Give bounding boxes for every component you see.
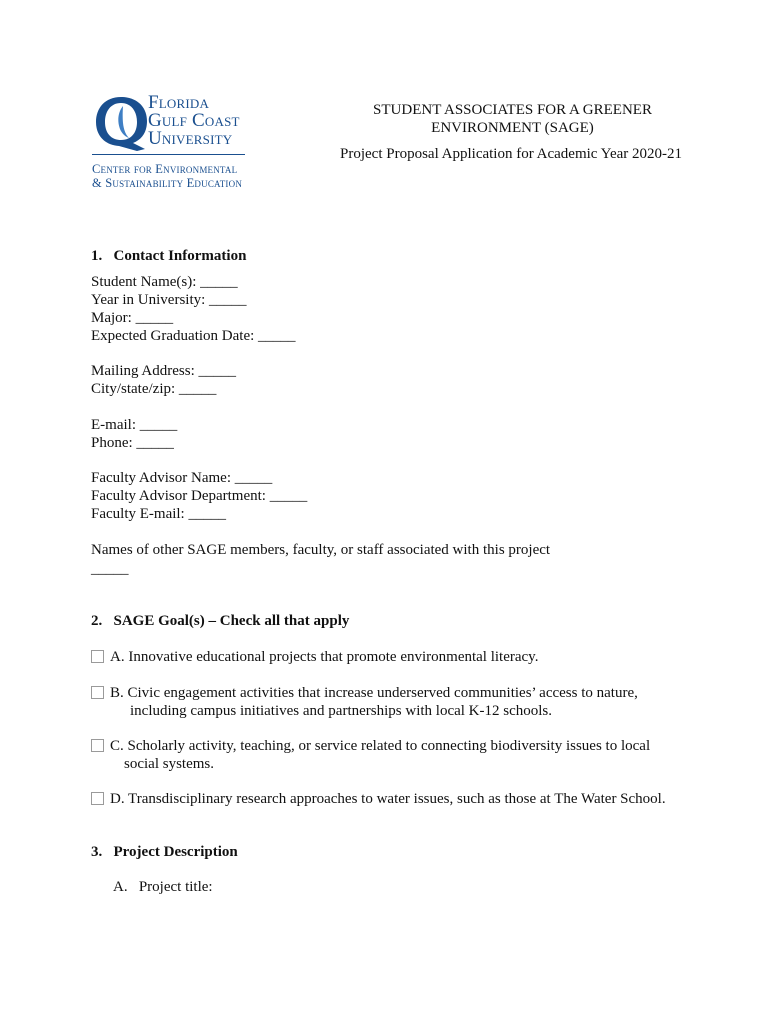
section2-heading: 2. SAGE Goal(s) – Check all that apply <box>91 613 350 629</box>
project-title-field[interactable]: A. Project title: <box>113 879 213 895</box>
section1-heading: 1. Contact Information <box>91 248 247 264</box>
major-field[interactable]: Major: _____ <box>91 310 174 326</box>
goal-c-checkbox[interactable] <box>91 739 104 752</box>
logo-line-gulf-coast: Gulf Coast <box>148 110 240 131</box>
fgcu-logo <box>90 92 255 192</box>
goal-d-checkbox[interactable] <box>91 792 104 805</box>
phone-field[interactable]: Phone: _____ <box>91 435 174 451</box>
goal-b-checkbox[interactable] <box>91 686 104 699</box>
document-subtitle: Project Proposal Application for Academic Year 2020-21 <box>340 146 683 162</box>
mailing-address-field[interactable]: Mailing Address: _____ <box>91 363 236 379</box>
goal-b-label-continued: including campus initiatives and partnerships with local K-12 schools. <box>130 703 553 719</box>
document-title-line1: STUDENT ASSOCIATES FOR A GREENER <box>373 102 652 118</box>
faculty-advisor-department-field[interactable]: Faculty Advisor Department: _____ <box>91 488 308 504</box>
fgcu-q-emblem-icon <box>93 94 149 152</box>
student-names-field[interactable]: Student Name(s): _____ <box>91 274 238 290</box>
email-field[interactable]: E-mail: _____ <box>91 417 178 433</box>
year-in-university-field[interactable]: Year in University: _____ <box>91 292 247 308</box>
logo-line-university: University <box>148 128 233 149</box>
graduation-date-field[interactable]: Expected Graduation Date: _____ <box>91 328 296 344</box>
faculty-email-field[interactable]: Faculty E-mail: _____ <box>91 506 226 522</box>
goal-a-checkbox[interactable] <box>91 650 104 663</box>
section3-heading: 3. Project Description <box>91 844 238 860</box>
goal-b-label: B. Civic engagement activities that increase underserved communities’ access to nature, <box>110 685 638 701</box>
faculty-advisor-name-field[interactable]: Faculty Advisor Name: _____ <box>91 470 273 486</box>
other-members-label: Names of other SAGE members, faculty, or staff associated with this project <box>91 542 551 558</box>
goal-a-label: A. Innovative educational projects that promote environmental literacy. <box>110 649 539 665</box>
goal-c-label: C. Scholarly activity, teaching, or service related to connecting biodiversity issues to local <box>110 738 651 754</box>
goal-d-label: D. Transdisciplinary research approaches to water issues, such as those at The Water School. <box>110 791 666 807</box>
city-state-zip-field[interactable]: City/state/zip: _____ <box>91 381 217 397</box>
logo-sub-center: Center for Environmental <box>92 162 238 176</box>
logo-sub-sustainability: & Sustainability Education <box>92 176 243 190</box>
logo-line-florida: Florida <box>148 92 210 113</box>
logo-divider <box>92 154 245 155</box>
other-members-field[interactable]: _____ <box>91 561 129 577</box>
goal-c-label-continued: social systems. <box>124 756 214 772</box>
document-title-line2: ENVIRONMENT (SAGE) <box>431 120 594 136</box>
